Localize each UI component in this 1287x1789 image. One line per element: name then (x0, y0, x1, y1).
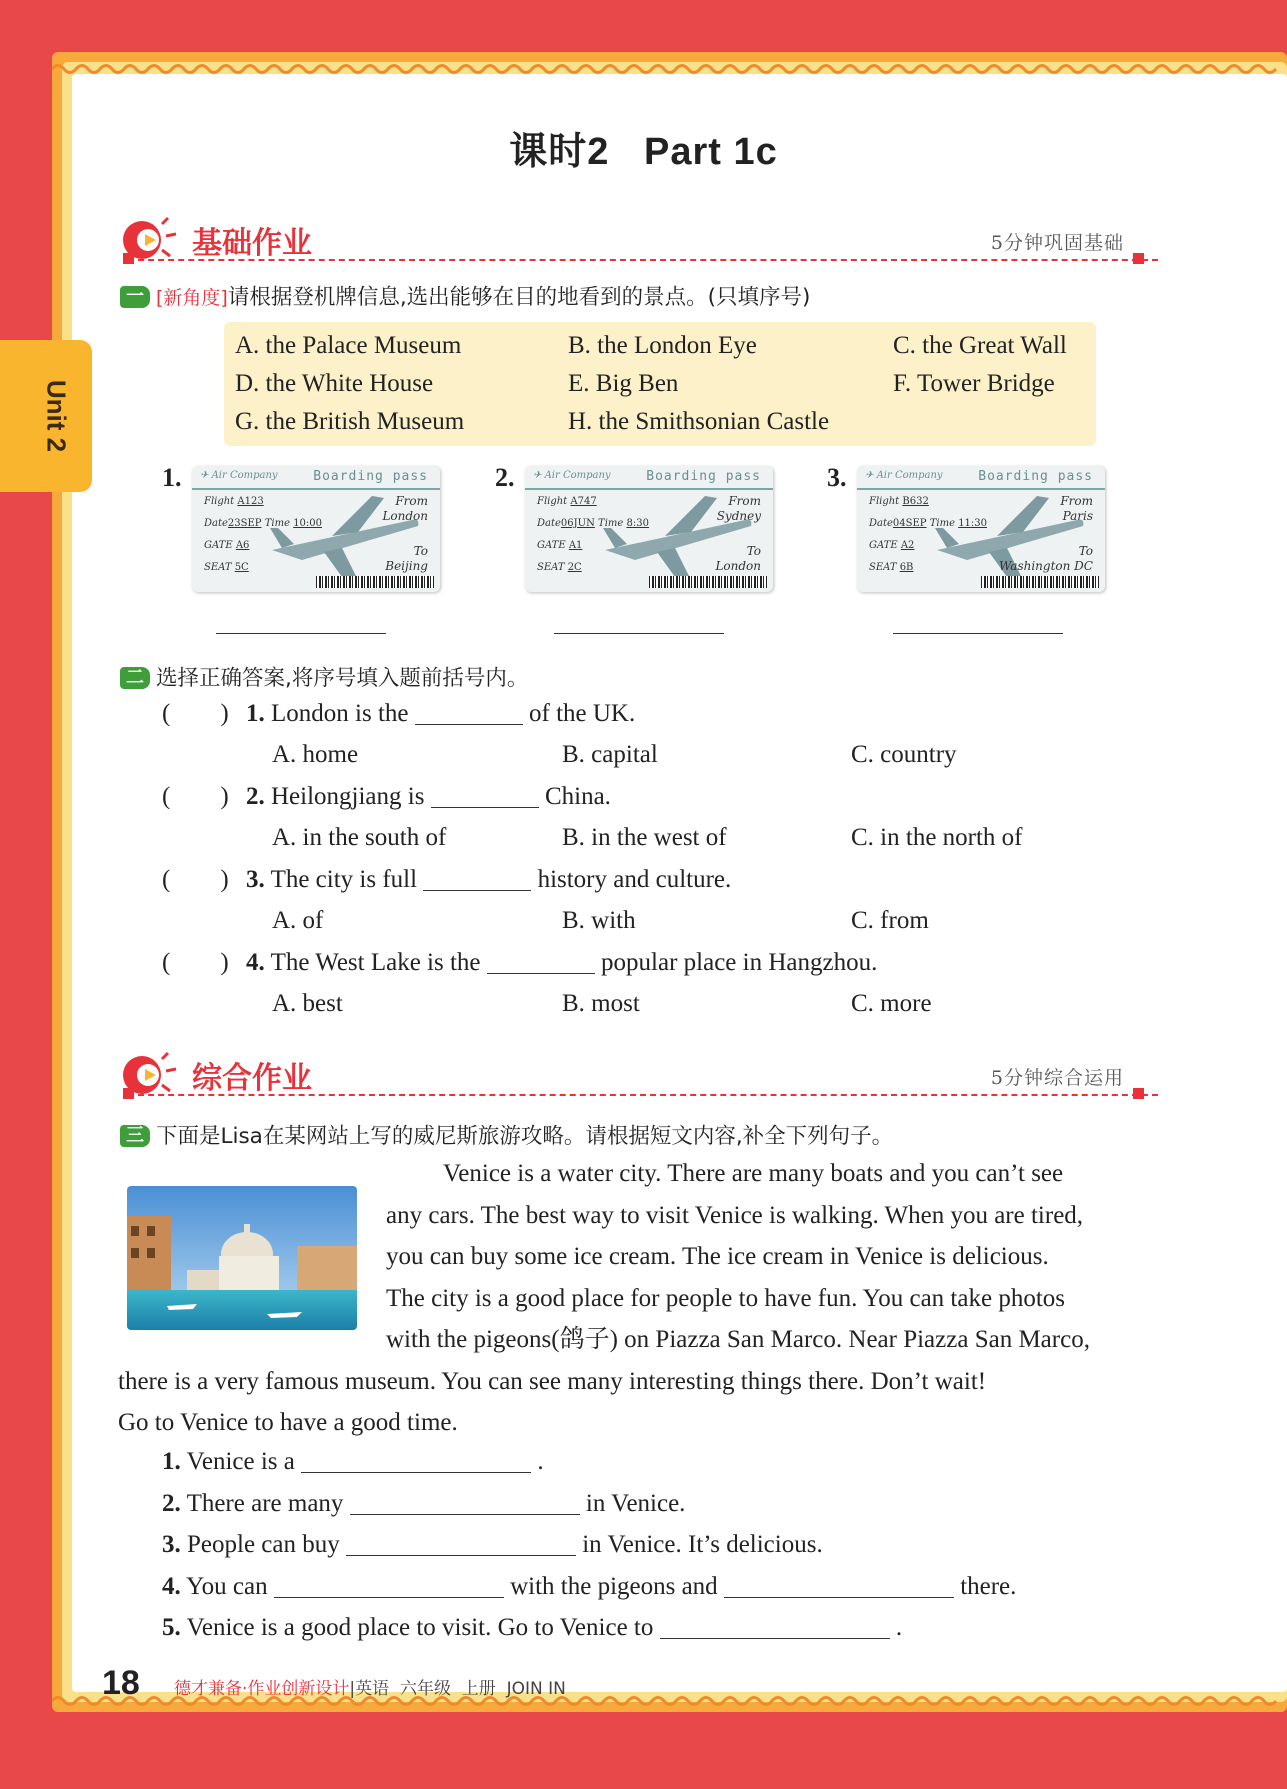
barcode (981, 576, 1099, 588)
option-h: H. the Smithsonian Castle (568, 408, 830, 435)
section-comprehensive-subtitle: 5分钟综合运用 (990, 1067, 1124, 1089)
answer-bracket[interactable]: ( ) (162, 949, 229, 976)
fill-blank[interactable] (415, 702, 523, 725)
passage-line: there is a very famous museum. You can see many interesting things there. Don’t wait! (118, 1368, 987, 1395)
answer-blank-2[interactable] (554, 633, 724, 634)
question-number-badge: 一 (120, 286, 150, 308)
ticket-number: 3. (827, 463, 847, 492)
passage-line: any cars. The best way to visit Venice is walking. When you are tired, (386, 1202, 1084, 1229)
seat-field: SEAT 5C (204, 562, 249, 573)
fill-blank[interactable] (301, 1450, 531, 1473)
gate-field: GATE A6 (204, 540, 250, 551)
airline-name: ✈ Air Company (533, 470, 611, 481)
answer-blank-3[interactable] (893, 633, 1063, 634)
option-c: C. the Great Wall (893, 332, 1067, 359)
passage-line: you can buy some ice cream. The ice cream in Venice is delicious. (386, 1243, 1049, 1270)
flight-field: Flight A747 (537, 496, 597, 507)
boarding-pass-2 (525, 466, 773, 592)
choice-a: A. best (272, 990, 343, 1017)
question-2-item: 2. Heilongjiang is China. (246, 783, 611, 810)
footer-separator: | (349, 1679, 356, 1699)
date-time-field: Date23SEP Time 10:00 (204, 518, 323, 529)
top-wave-border (52, 62, 1287, 76)
passage-line: Go to Venice to have a good time. (118, 1409, 458, 1436)
from-field: From Paris (1060, 494, 1093, 523)
footer-subject: 英语 六年级 上册 JOIN IN (355, 1679, 566, 1699)
question-1-heading (120, 280, 810, 311)
question-number-badge: 二 (120, 667, 150, 689)
footer-text (174, 1674, 566, 1699)
to-field: To Beijing (385, 544, 428, 573)
choice-b: B. most (562, 990, 640, 1017)
ticket-number: 1. (162, 463, 182, 492)
question-2-item: 1. London is the of the UK. (246, 700, 636, 727)
choice-c: C. more (851, 990, 932, 1017)
passage-line: Venice is a water city. There are many boats and you can’t see (443, 1160, 1064, 1187)
divider-dot (123, 253, 134, 264)
question-2-heading (120, 661, 528, 692)
dashed-divider (128, 1094, 1158, 1096)
date-time-field: Date04SEP Time 11:30 (869, 518, 988, 529)
choice-c: C. country (851, 741, 957, 768)
divider-dot (1133, 253, 1144, 264)
from-field: From Sydney (716, 494, 761, 523)
seat-field: SEAT 2C (537, 562, 582, 573)
fill-blank[interactable] (724, 1575, 954, 1598)
page-title: 课时2 Part 1c (509, 131, 778, 173)
completion-sentence: 4. You can with the pigeons and there. (162, 1572, 1017, 1600)
option-a: A. the Palace Museum (235, 332, 462, 359)
barcode (316, 576, 434, 588)
answer-bracket[interactable]: ( ) (162, 700, 229, 727)
question-2-item: 4. The West Lake is the popular place in Hangzhou. (246, 949, 878, 976)
option-d: D. the White House (235, 370, 434, 397)
section-comprehensive-header (118, 1045, 1158, 1105)
choice-a: A. in the south of (272, 824, 447, 851)
option-b: B. the London Eye (568, 332, 757, 359)
new-angle-tag: [新角度] (156, 287, 228, 309)
question-3-instruction: 下面是Lisa在某网站上写的威尼斯旅游攻略。请根据短文内容,补全下列句子。 (156, 1124, 894, 1149)
barcode (649, 576, 767, 588)
dashed-divider (128, 259, 1158, 261)
completion-sentence: 1. Venice is a . (162, 1448, 544, 1475)
question-1-instruction: 请根据登机牌信息,选出能够在目的地看到的景点。(只填序号) (227, 285, 811, 310)
section-basic-subtitle: 5分钟巩固基础 (990, 232, 1124, 254)
gate-field: GATE A2 (869, 540, 915, 551)
completion-sentence: 5. Venice is a good place to visit. Go to Venice to . (162, 1614, 903, 1641)
question-2-instruction: 选择正确答案,将序号填入题前括号内。 (156, 666, 529, 691)
completion-sentence: 3. People can buy in Venice. It’s delicious. (162, 1531, 823, 1558)
fill-blank[interactable] (350, 1492, 580, 1515)
to-field: To London (715, 544, 761, 573)
fill-blank[interactable] (274, 1575, 504, 1598)
flight-field: Flight B632 (869, 496, 929, 507)
completion-sentence: 2. There are many in Venice. (162, 1489, 686, 1517)
seat-field: SEAT 6B (869, 562, 914, 573)
section-comprehensive-title: 综合作业 (192, 1061, 312, 1096)
option-f: F. Tower Bridge (893, 370, 1055, 397)
flight-field: Flight A123 (204, 496, 264, 507)
question-number-badge: 三 (120, 1125, 150, 1147)
page-number: 18 (102, 1664, 140, 1702)
option-g: G. the British Museum (235, 408, 465, 435)
choice-b: B. in the west of (562, 824, 727, 851)
from-field: From London (382, 494, 428, 523)
option-e: E. Big Ben (568, 370, 679, 397)
date-time-field: Date06JUN Time 8:30 (537, 518, 649, 529)
airline-name: ✈ Air Company (200, 470, 278, 481)
unit-tab-label: Unit 2 (41, 379, 72, 453)
choice-a: A. of (272, 907, 324, 934)
ticket-number: 2. (495, 463, 515, 492)
choice-c: C. from (851, 907, 929, 934)
answer-bracket[interactable]: ( ) (162, 866, 229, 893)
passage-line: The city is a good place for people to have fun. You can take photos (386, 1285, 1065, 1312)
to-field: To Washington DC (999, 544, 1093, 573)
passage-line: with the pigeons(鸽子) on Piazza San Marco. Near Piazza San Marco, (386, 1326, 1090, 1353)
boarding-pass-label: Boarding pass (313, 469, 428, 484)
fill-blank[interactable] (487, 951, 595, 974)
question-3-heading (120, 1119, 893, 1150)
boarding-pass-label: Boarding pass (978, 469, 1093, 484)
question-2-item: 3. The city is full history and culture. (246, 866, 732, 893)
answer-blank-1[interactable] (216, 633, 386, 634)
choice-b: B. capital (562, 741, 658, 768)
gate-field: GATE A1 (537, 540, 583, 551)
choice-a: A. home (272, 741, 359, 768)
choice-b: B. with (562, 907, 636, 934)
airline-name: ✈ Air Company (865, 470, 943, 481)
venice-photo (127, 1186, 357, 1330)
footer-brand: 德才兼备·作业创新设计 (174, 1679, 350, 1699)
boarding-pass-label: Boarding pass (646, 469, 761, 484)
divider-dot (123, 1088, 134, 1099)
answer-bracket[interactable]: ( ) (162, 783, 229, 810)
boarding-pass-1 (192, 466, 440, 592)
boarding-pass-3 (857, 466, 1105, 592)
choice-c: C. in the north of (851, 824, 1023, 851)
fill-blank[interactable] (660, 1616, 890, 1639)
unit-tab (0, 340, 92, 492)
fill-blank[interactable] (346, 1533, 576, 1556)
divider-dot (1133, 1088, 1144, 1099)
section-basic-title: 基础作业 (192, 226, 312, 261)
fill-blank[interactable] (431, 785, 539, 808)
fill-blank[interactable] (423, 868, 531, 891)
section-basic-header (118, 210, 1158, 270)
